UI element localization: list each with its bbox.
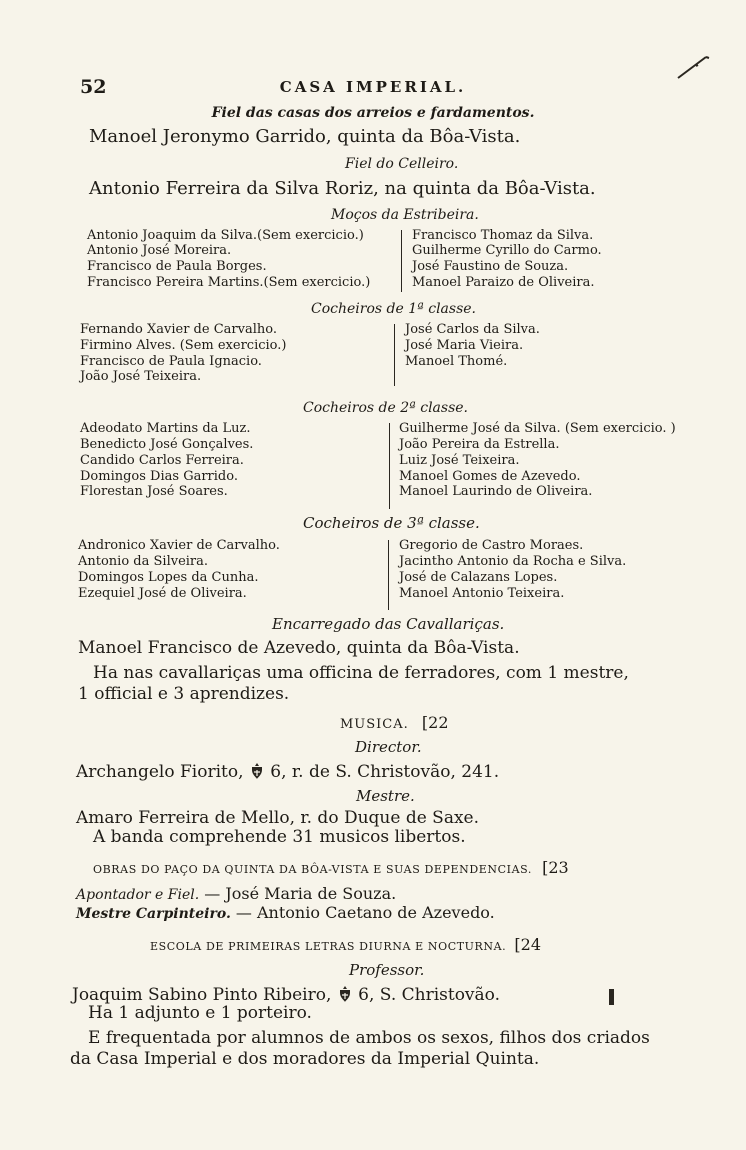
list-item: José Maria Vieira. [405,338,524,353]
section-heading-obras [93,860,569,876]
section-title-celleiro: Fiel do Celleiro. [345,156,459,172]
column-divider [389,423,390,509]
escola-paragraph-line-2: da Casa Imperial e dos moradores da Imperial Quinta. [70,1049,540,1069]
section-title-arreios: Fiel das casas dos arreios e fardamentos. [211,105,535,121]
list-item: Guilherme Cyrillo do Carmo. [412,243,602,258]
list-item: João José Teixeira. [80,369,202,384]
list-item: José Faustino de Souza. [412,259,569,274]
list-item: Francisco de Paula Ignacio. [80,354,262,369]
list-item: Domingos Lopes da Cunha. [78,570,259,585]
cavallaricas-line: Manoel Francisco de Azevedo, quinta da Bôa-Vista. [78,638,520,658]
list-item: Francisco Thomaz da Silva. [412,228,594,243]
musica-heading: MUSICA. [340,717,409,732]
obras-line-2 [76,905,495,921]
list-item: Manoel Gomes de Azevedo. [399,469,581,484]
director-address: 6, r. de S. Christovão, 241. [264,762,500,782]
arreios-line: Manoel Jeronymo Garrido, quinta da Bôa-Vista. [89,126,521,147]
list-item: Domingos Dias Garrido. [80,469,238,484]
list-item: Gregorio de Castro Moraes. [399,538,584,553]
page-number: 52 [80,76,107,98]
escola-heading: ESCOLA DE PRIMEIRAS LETRAS DIURNA E NOCTURNA. [150,940,507,953]
list-item: Manoel Paraizo de Oliveira. [412,275,595,290]
musica-director-line [76,762,499,784]
obras-value-carpinteiro: — Antonio Caetano de Azevedo. [230,903,495,922]
list-item: Ezequiel José de Oliveira. [78,586,247,601]
cavallaricas-paragraph-line-2: 1 official e 3 aprendizes. [78,684,290,704]
ink-blot-icon [608,988,616,1006]
list-item: Candido Carlos Ferreira. [80,453,244,468]
ink-mark-icon [676,52,716,80]
list-item: Luiz José Teixeira. [399,453,520,468]
list-item: Fernando Xavier de Carvalho. [80,322,277,337]
list-item: Francisco de Paula Borges. [87,259,267,274]
musica-banda-line: A banda comprehende 31 musicos libertos. [93,827,466,847]
section-heading-escola [150,937,541,953]
list-item: José Carlos da Silva. [405,322,540,337]
cavallaricas-paragraph-line-1: Ha nas cavallariças uma officina de ferradores, com 1 mestre, [93,663,629,683]
list-item: Benedicto José Gonçalves. [80,437,254,452]
section-title-estribeira: Moços da Estribeira. [331,207,479,223]
escola-paragraph-line-1: E frequentada por alumnos de ambos os sexos, filhos dos criados [88,1028,650,1048]
professor-name: Joaquim Sabino Pinto Ribeiro, [72,985,337,1005]
escola-adjunto-line: Ha 1 adjunto e 1 porteiro. [88,1003,312,1023]
section-heading-musica [340,715,449,731]
list-item: Antonio da Silveira. [78,554,209,569]
section-title-cocheiros-3: Cocheiros de 3ª classe. [303,514,480,532]
imperial-crest-icon [249,762,265,784]
musica-mestre-title: Mestre. [356,787,415,805]
director-name: Archangelo Fiorito, [76,762,249,782]
column-divider [394,324,395,386]
list-item: José de Calazans Lopes. [399,570,558,585]
obras-label-carpinteiro: Mestre Carpinteiro. [76,906,231,922]
list-item: Manoel Thomé. [405,354,508,369]
list-item: Adeodato Martins da Luz. [80,421,251,436]
list-item: Francisco Pereira Martins.(Sem exercicio.) [87,275,371,290]
list-item: Andronico Xavier de Carvalho. [78,538,280,553]
list-item: Jacintho Antonio da Rocha e Silva. [399,554,627,569]
obras-heading: OBRAS DO PAÇO DA QUINTA DA BÔA-VISTA E SUAS DEPENDENCIAS. [93,863,532,876]
musica-director-title: Director. [355,738,422,756]
professor-address: 6, S. Christovão. [352,985,501,1005]
section-title-cocheiros-2: Cocheiros de 2ª classe. [303,400,468,416]
obras-line-1 [76,886,396,902]
section-title-cocheiros-1: Cocheiros de 1ª classe. [311,301,476,317]
running-title: CASA IMPERIAL. [279,78,467,96]
obras-label-apontador: Apontador e Fiel. [76,887,200,903]
list-item: Manoel Antonio Teixeira. [399,586,565,601]
obras-ref: [23 [542,858,569,877]
column-divider [401,230,402,292]
section-title-cavallaricas: Encarregado das Cavallariças. [272,615,505,633]
list-item: Manoel Laurindo de Oliveira. [399,484,593,499]
imperial-crest-icon [337,985,353,1007]
list-item: Florestan José Soares. [80,484,228,499]
musica-mestre-line: Amaro Ferreira de Mello, r. do Duque de Saxe. [76,808,480,828]
column-divider [388,540,389,610]
list-item: Antonio Joaquim da Silva.(Sem exercicio.) [87,228,364,243]
list-item: João Pereira da Estrella. [399,437,560,452]
musica-ref: [22 [421,713,449,732]
list-item: Firmino Alves. (Sem exercicio.) [80,338,287,353]
celleiro-line: Antonio Ferreira da Silva Roriz, na quinta da Bôa-Vista. [89,178,596,199]
escola-ref: [24 [514,935,541,954]
list-item: Antonio José Moreira. [87,243,232,258]
obras-value-apontador: — José Maria de Souza. [199,884,397,903]
escola-professor-title: Professor. [349,961,425,979]
list-item: Guilherme José da Silva. (Sem exercicio. ) [399,421,676,436]
